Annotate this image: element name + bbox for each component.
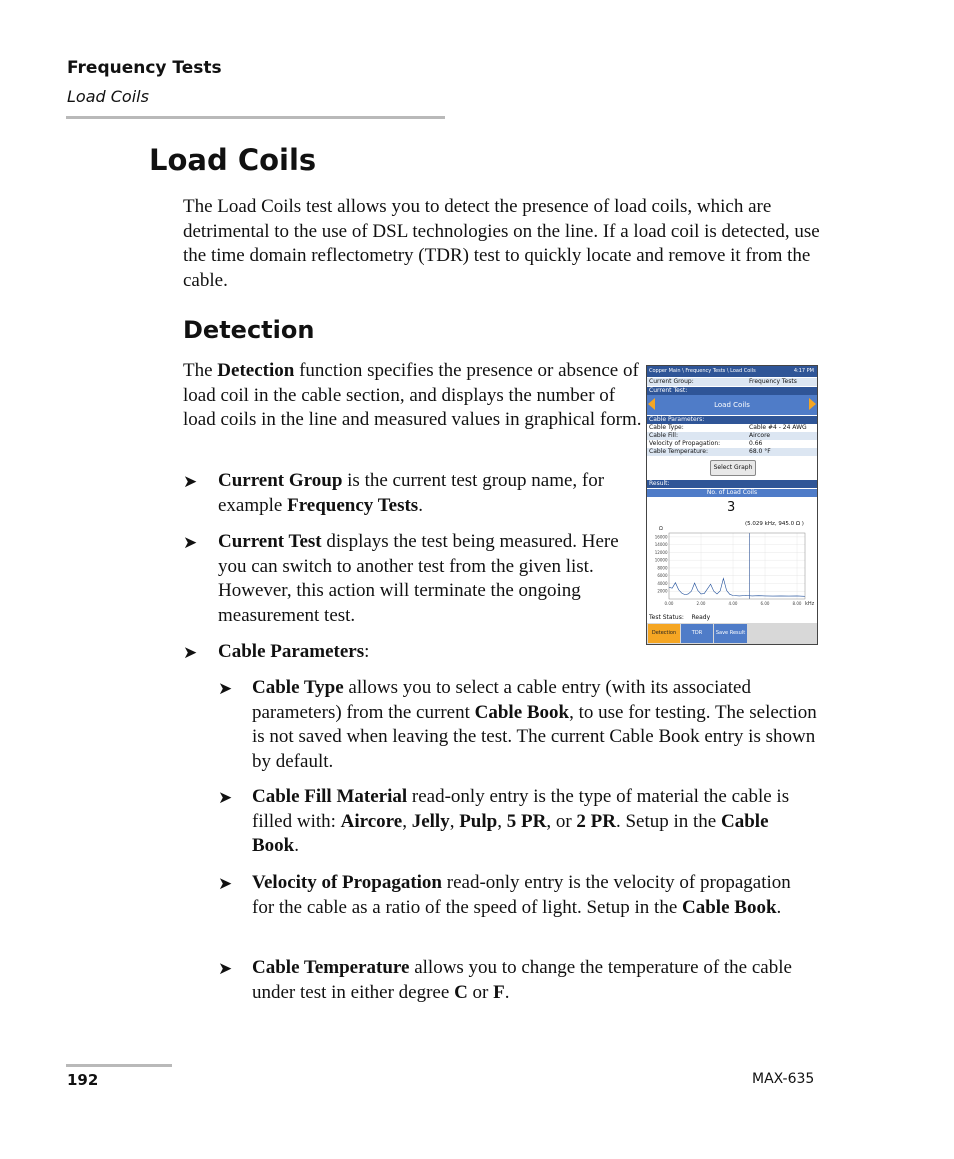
param-label: Cable Fill:: [649, 432, 678, 439]
current-group-label: Current Group:: [649, 378, 694, 385]
x-tick-label: 6.00: [760, 601, 770, 606]
bullet-arrow-icon: ➤: [183, 533, 198, 552]
chart-grid: [669, 533, 805, 599]
cursor-readout: (5.029 kHz, 945.0 Ω ): [745, 521, 804, 527]
num-coils-value: 3: [727, 500, 736, 515]
param-row[interactable]: [647, 448, 817, 456]
intro-paragraph: The Load Coils test allows you to detect the presence of load coils, which are detrimental to the use of DSL technologies on the line. If a load coil is detected, use the time domain reflectometry (TDR) test to quickly locate and remove it from the cable.: [183, 196, 820, 291]
next-test-icon[interactable]: [809, 398, 816, 410]
y-axis-unit: Ω: [659, 526, 663, 532]
x-tick-label: 0.00: [664, 601, 674, 606]
y-tick-label: 12000: [654, 549, 668, 555]
running-header-subsection: Load Coils: [67, 87, 149, 106]
x-tick-label: 2.00: [696, 601, 706, 606]
param-value: 68.0 °F: [749, 448, 771, 455]
param-row[interactable]: [647, 424, 817, 432]
load-coil-graph[interactable]: [647, 521, 817, 611]
device-clock: 4:17 PM: [793, 368, 814, 374]
num-coils-label: No. of Load Coils: [706, 489, 758, 496]
cable-params-header: [647, 416, 817, 424]
bullet-text: Current Group is the current test group name, for example Frequency Tests.: [218, 470, 605, 516]
bullet-arrow-icon: ➤: [218, 788, 233, 807]
y-tick-label: 10000: [654, 557, 668, 563]
bullet-text: Cable Parameters:: [218, 641, 370, 662]
series-line: [669, 578, 805, 596]
bullet-arrow-icon: ➤: [218, 679, 233, 698]
tab-detection[interactable]: Detection: [648, 624, 680, 643]
bullet-arrow-icon: ➤: [218, 959, 233, 978]
footer-rule: [66, 1064, 172, 1067]
header-rule: [66, 116, 445, 119]
bullet-arrow-icon: ➤: [183, 472, 198, 491]
param-label: Cable Temperature:: [649, 448, 708, 455]
bullet-text: Velocity of Propagation read-only entry is the velocity of propagation for the cable as a ratio of the speed of light. Setup in the Cable Book.: [252, 872, 791, 918]
result-label: Result:: [649, 480, 670, 487]
device-titlebar: [647, 366, 817, 377]
running-header-section: Frequency Tests: [67, 58, 222, 78]
plot-frame: [669, 533, 805, 599]
y-tick-label: 14000: [654, 542, 668, 548]
y-tick-label: 2000: [657, 588, 668, 594]
current-group-row[interactable]: [647, 378, 817, 386]
test-status: Test Status: Ready: [649, 614, 711, 621]
detection-paragraph: The Detection function specifies the presence or absence of load coil in the cable section, and displays the number of load coils in the line and measured values in graphical form.: [183, 360, 642, 430]
page-number: 192: [67, 1071, 99, 1089]
bullet-arrow-icon: ➤: [183, 643, 198, 662]
param-value: 0.66: [749, 440, 763, 447]
bullet-text: Cable Type allows you to select a cable entry (with its associated parameters) from the current Cable Book, to use for testing. The selection is not saved when leaving the test. The current Cable Book entry is shown by default.: [252, 677, 817, 772]
y-tick-label: 8000: [657, 565, 668, 571]
x-axis-unit: kHz: [805, 601, 815, 607]
param-label: Velocity of Propagation:: [649, 440, 721, 447]
section-heading-detection: Detection: [183, 316, 315, 344]
device-tab-bar: [647, 623, 817, 644]
document-id: MAX-635: [752, 1071, 815, 1087]
x-tick-label: 8.00: [792, 601, 802, 606]
num-coils-header: [647, 489, 817, 497]
current-test-label-row: [647, 387, 817, 395]
cable-params-label: Cable Parameters:: [649, 416, 705, 423]
param-label: Cable Type:: [649, 424, 684, 431]
y-tick-label: 4000: [657, 580, 668, 586]
param-row: [647, 440, 817, 448]
current-group-value: Frequency Tests: [749, 378, 797, 385]
y-tick-label: 6000: [657, 573, 668, 579]
bullet-text: Current Test displays the test being measured. Here you can switch to another test from the given list. However, this action will terminate the ongoing measurement test.: [218, 531, 619, 626]
param-value: Cable #4 - 24 AWG: [749, 424, 807, 431]
tab-save-result[interactable]: Save Result: [714, 624, 747, 643]
device-breadcrumb: Copper Main \ Frequency Tests \ Load Coils: [649, 368, 756, 374]
y-tick-label: 16000: [654, 534, 668, 540]
x-tick-labels: [665, 601, 802, 606]
param-value: Aircore: [749, 432, 771, 439]
device-screenshot: [646, 365, 818, 645]
bullet-text: Cable Temperature allows you to change the temperature of the cable under test in either degree C or F.: [252, 957, 792, 1003]
select-graph-button[interactable]: Select Graph: [710, 460, 756, 476]
result-header: [647, 480, 817, 488]
page-title: Load Coils: [149, 143, 317, 177]
x-tick-label: 4.00: [728, 601, 738, 606]
bullet-arrow-icon: ➤: [218, 874, 233, 893]
current-test-value: Load Coils: [714, 401, 750, 409]
current-test-selector[interactable]: [647, 395, 817, 415]
bullet-text: Cable Fill Material read-only entry is the type of material the cable is filled with: Aircore, Jelly, Pulp, 5 PR, or 2 PR. Setup in the Cable Book.: [252, 786, 790, 856]
tab-tdr[interactable]: TDR: [681, 624, 713, 643]
param-row: [647, 432, 817, 440]
current-test-label: Current Test:: [649, 387, 688, 394]
y-tick-labels: [655, 534, 668, 593]
